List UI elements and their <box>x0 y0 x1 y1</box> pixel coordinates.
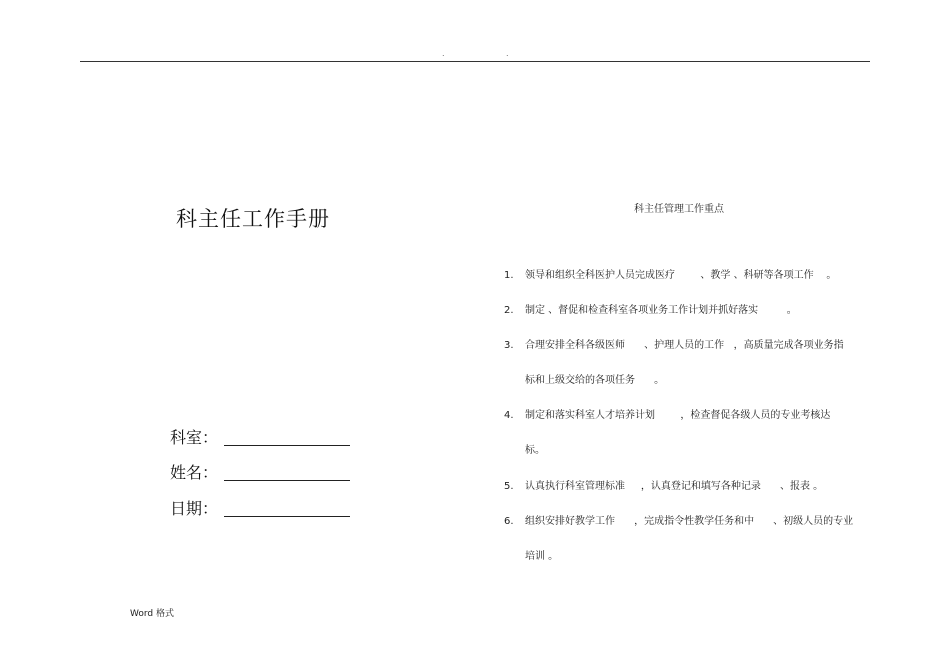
duty-text-line: 制定和落实科室人才培养计划 ，检查督促各级人员的专业考核达 <box>525 410 831 421</box>
duty-text-line: 组织安排好教学工作 ，完成指令性教学任务和中 、初级人员的专业 <box>525 516 854 527</box>
duty-text-line: 标和上级交给的各项任务 。 <box>525 375 665 386</box>
duties-title: 科主任管理工作重点 <box>634 204 724 215</box>
header-rule <box>80 61 870 62</box>
duty-text-line: 领导和组织全科医护人员完成医疗 、教学 、科研等各项工作 。 <box>525 270 837 281</box>
header-dot: . <box>442 49 445 58</box>
header-dot: . <box>506 49 509 58</box>
duty-text-line: 认真执行科室管理标准 ，认真登记和填写各种记录 、报表 。 <box>525 481 824 492</box>
date-field <box>170 496 370 522</box>
manual-title: 科主任工作手册 <box>176 207 330 231</box>
duty-text-line: 标。 <box>525 445 545 456</box>
name-field <box>170 460 370 486</box>
duty-text-line: 制定 、督促和检查科室各项业务工作计划并抓好落实 。 <box>525 305 797 316</box>
date-label: 日期： <box>170 499 219 518</box>
duty-number: 4. <box>504 410 514 421</box>
duty-number: 1. <box>504 270 514 281</box>
department-blank-line <box>224 445 350 446</box>
duty-text-line: 培训 。 <box>525 551 559 562</box>
duty-number: 6. <box>504 516 514 527</box>
duty-text-line: 合理安排全科各级医师 、护理人员的工作 ，高质量完成各项业务指 <box>525 340 844 351</box>
name-label: 姓名： <box>170 463 219 482</box>
department-label: 科室： <box>170 428 219 447</box>
department-field <box>170 425 370 451</box>
duty-number: 3. <box>504 340 514 351</box>
duty-number: 2. <box>504 305 514 316</box>
duty-number: 5. <box>504 481 514 492</box>
name-blank-line <box>224 480 350 481</box>
date-blank-line <box>224 516 350 517</box>
footer-format-label: Word 格式 <box>130 609 174 619</box>
